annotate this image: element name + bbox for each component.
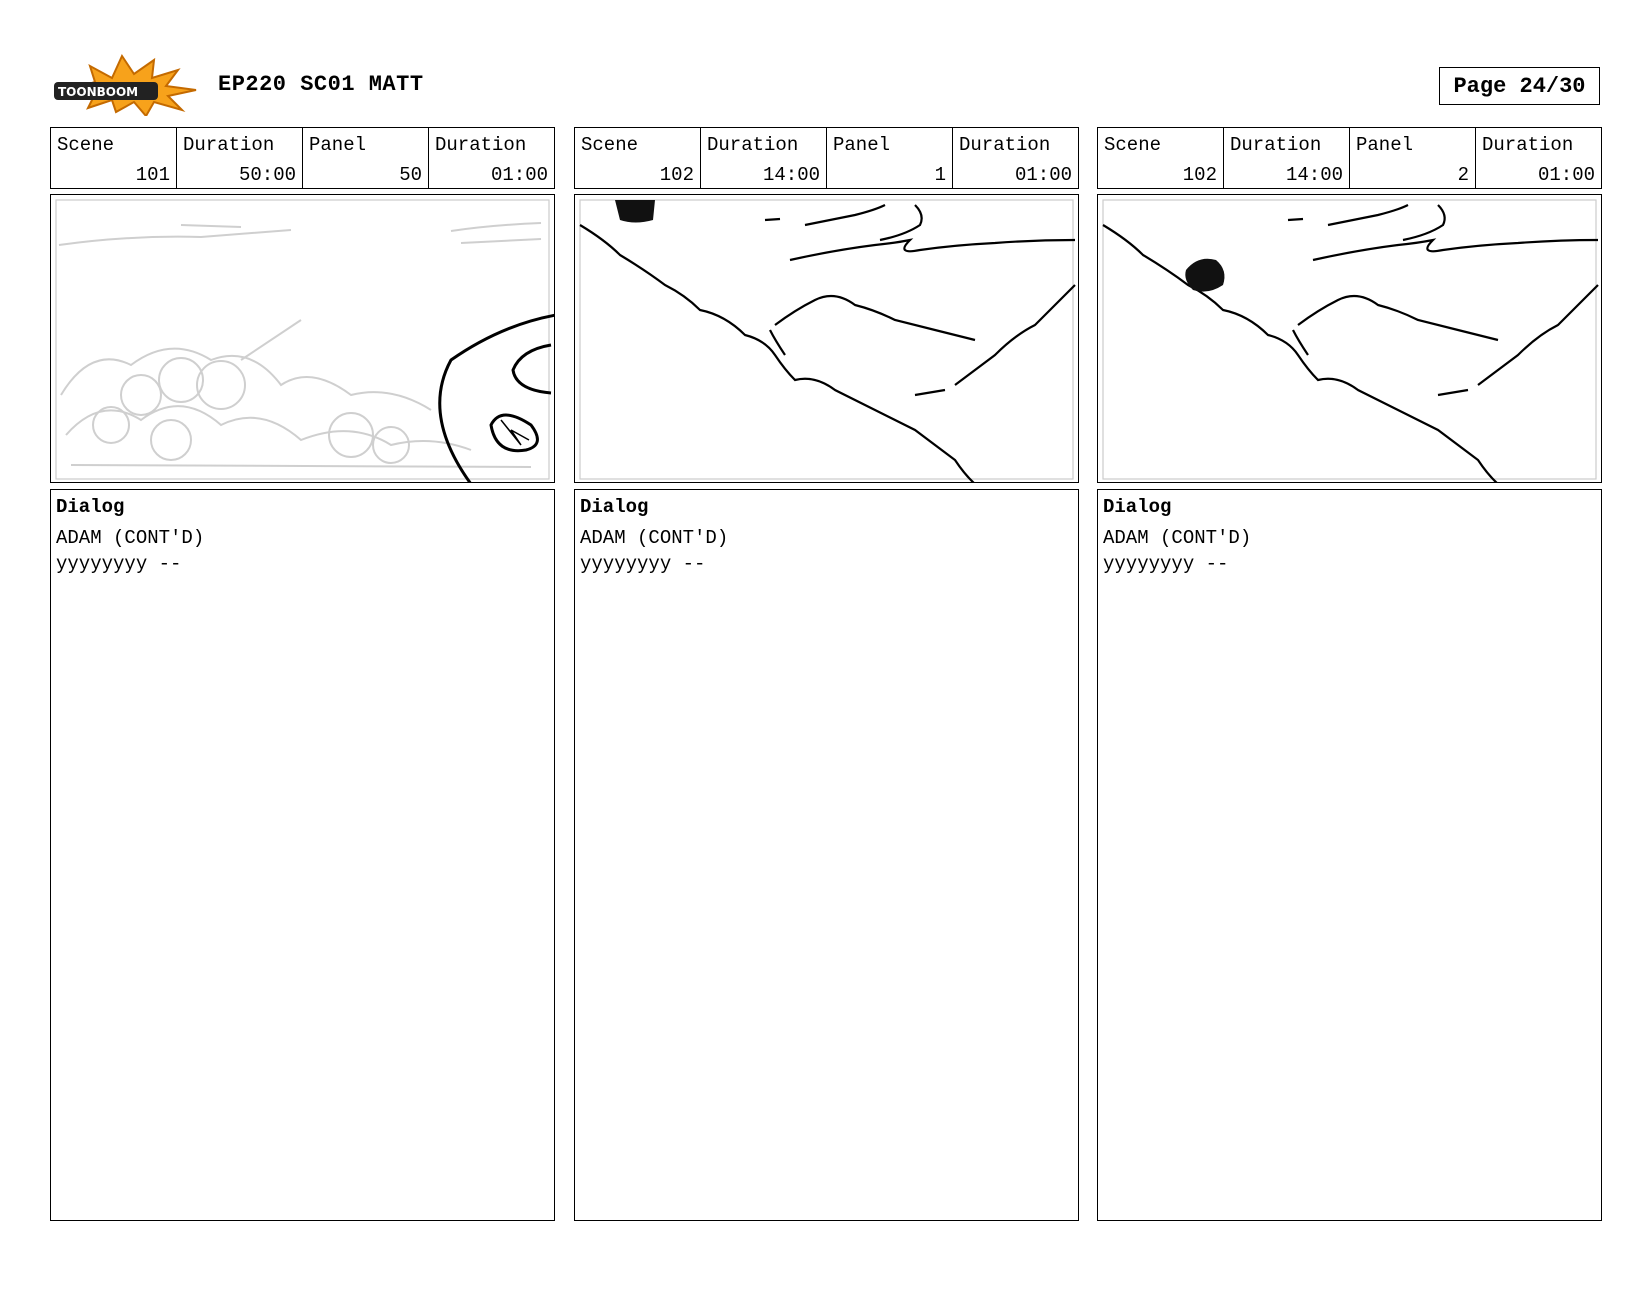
dialog-box bbox=[574, 489, 1079, 1221]
panel-cell bbox=[1350, 128, 1476, 188]
panel-duration-cell bbox=[1476, 128, 1601, 188]
dialog-line: yyyyyyyy -- bbox=[56, 553, 182, 575]
dialog-speaker: ADAM (CONT'D) bbox=[1103, 527, 1252, 549]
panel-number: 2 bbox=[1457, 164, 1469, 186]
scene-duration-label: Duration bbox=[183, 134, 275, 156]
storyboard-panel-3 bbox=[1097, 127, 1602, 1221]
panel-sketch bbox=[1097, 194, 1602, 483]
dialog-line: yyyyyyyy -- bbox=[1103, 553, 1229, 575]
svg-text:TOONBOOM: TOONBOOM bbox=[58, 85, 139, 99]
scene-duration-cell bbox=[1224, 128, 1350, 188]
scene-number: 101 bbox=[135, 164, 170, 186]
page-number: Page 24/30 bbox=[1439, 67, 1600, 105]
dialog-heading: Dialog bbox=[56, 496, 125, 518]
dialog-box bbox=[1097, 489, 1602, 1221]
panel-info-table bbox=[50, 127, 555, 189]
dialog-speaker: ADAM (CONT'D) bbox=[56, 527, 205, 549]
panel-label: Panel bbox=[309, 134, 367, 156]
panel-duration-label: Duration bbox=[435, 134, 527, 156]
scene-label: Scene bbox=[57, 134, 115, 156]
scene-duration-value: 14:00 bbox=[1285, 164, 1343, 186]
dialog-speaker: ADAM (CONT'D) bbox=[580, 527, 729, 549]
panel-cell bbox=[303, 128, 429, 188]
scene-label: Scene bbox=[1104, 134, 1162, 156]
scene-number: 102 bbox=[659, 164, 694, 186]
scene-cell bbox=[575, 128, 701, 188]
panel-duration-label: Duration bbox=[959, 134, 1051, 156]
scene-duration-cell bbox=[701, 128, 827, 188]
panel-label: Panel bbox=[833, 134, 891, 156]
storyboard-panel-1 bbox=[50, 127, 555, 1221]
panel-info-table bbox=[1097, 127, 1602, 189]
panel-number: 1 bbox=[934, 164, 946, 186]
panel-duration-cell bbox=[429, 128, 554, 188]
panel-duration-value: 01:00 bbox=[1014, 164, 1072, 186]
scene-duration-cell bbox=[177, 128, 303, 188]
panel-duration-value: 01:00 bbox=[490, 164, 548, 186]
panel-info-table bbox=[574, 127, 1079, 189]
panel-sketch bbox=[574, 194, 1079, 483]
scene-duration-label: Duration bbox=[707, 134, 799, 156]
panel-duration-value: 01:00 bbox=[1537, 164, 1595, 186]
panel-number: 50 bbox=[399, 164, 422, 186]
dialog-heading: Dialog bbox=[580, 496, 649, 518]
scene-label: Scene bbox=[581, 134, 639, 156]
panel-cell bbox=[827, 128, 953, 188]
storyboard-panel-2 bbox=[574, 127, 1079, 1221]
scene-number: 102 bbox=[1182, 164, 1217, 186]
scene-duration-value: 14:00 bbox=[762, 164, 820, 186]
document-title: EP220 SC01 MATT bbox=[218, 72, 424, 97]
scene-duration-label: Duration bbox=[1230, 134, 1322, 156]
dialog-box bbox=[50, 489, 555, 1221]
dialog-heading: Dialog bbox=[1103, 496, 1172, 518]
panel-duration-label: Duration bbox=[1482, 134, 1574, 156]
panel-label: Panel bbox=[1356, 134, 1414, 156]
scene-duration-value: 50:00 bbox=[238, 164, 296, 186]
scene-cell bbox=[51, 128, 177, 188]
panel-sketch bbox=[50, 194, 555, 483]
scene-cell bbox=[1098, 128, 1224, 188]
toonboom-logo bbox=[50, 52, 200, 116]
dialog-line: yyyyyyyy -- bbox=[580, 553, 706, 575]
panel-duration-cell bbox=[953, 128, 1078, 188]
